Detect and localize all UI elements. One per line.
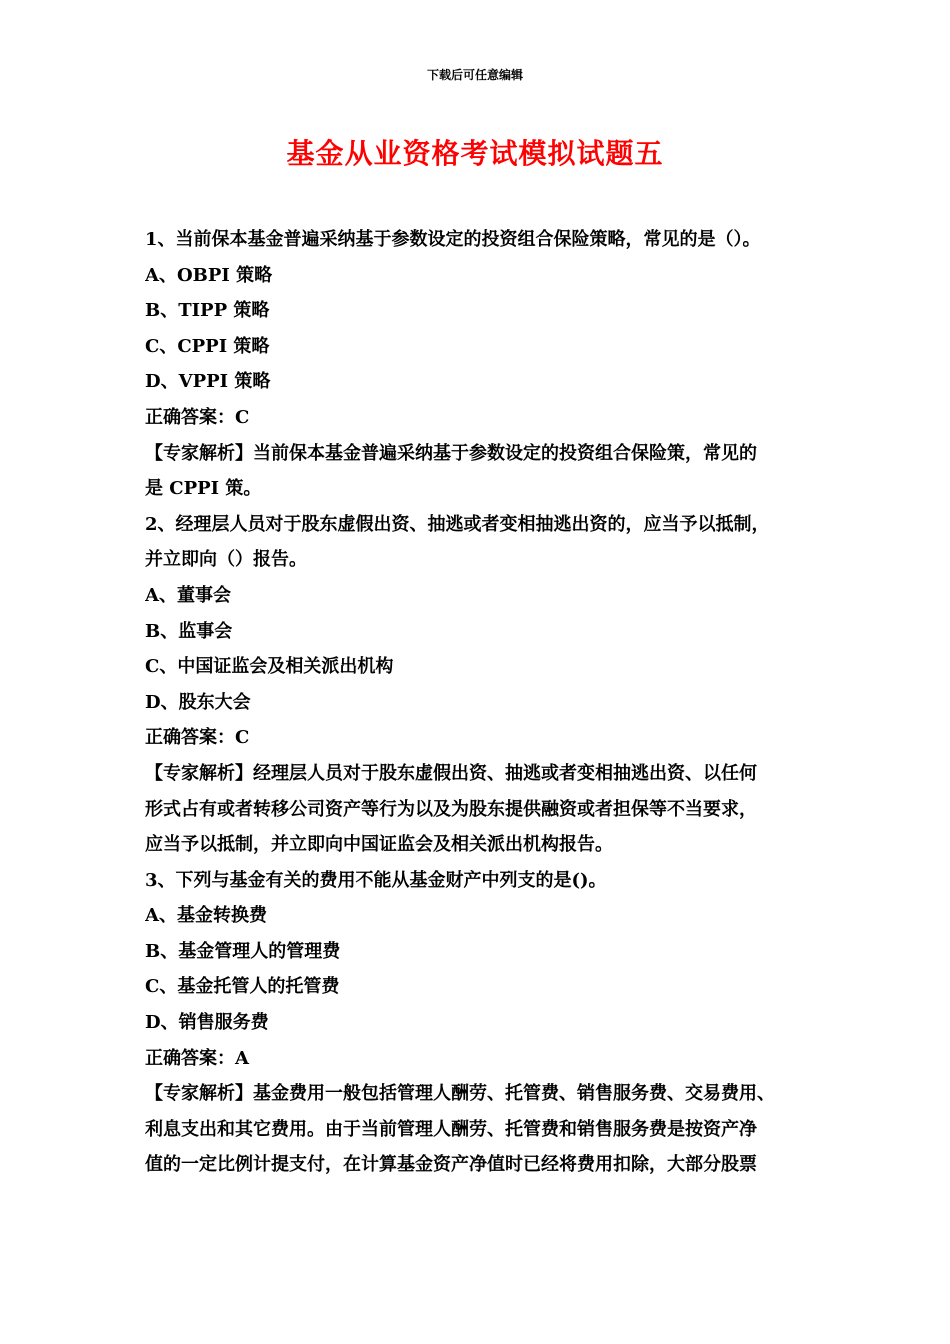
question-3-option-a: A、基金转换费 [145, 905, 267, 927]
question-2-option-a: A、董事会 [145, 584, 231, 606]
question-2-analysis-line-1: 【专家解析】经理层人员对于股东虚假出资、抽逃或者变相抽逃出资、以任何 [145, 762, 757, 784]
question-2-answer: 正确答案：C [145, 727, 250, 749]
document-body [145, 222, 815, 1183]
question-3-analysis-line-3: 值的一定比例计提支付，在计算基金资产净值时已经将费用扣除，大部分股票 [145, 1154, 757, 1176]
question-2-option-c: C、中国证监会及相关派出机构 [145, 656, 394, 678]
question-1-answer: 正确答案：C [145, 406, 250, 428]
question-3-answer: 正确答案：A [145, 1047, 249, 1069]
question-1-option-a: A、OBPI 策略 [145, 264, 273, 286]
question-3-stem: 3、下列与基金有关的费用不能从基金财产中列支的是()。 [145, 869, 607, 891]
question-2-option-b: B、监事会 [145, 620, 233, 642]
header-note: 下载后可任意编辑 [426, 68, 523, 82]
question-1-analysis-line-1: 【专家解析】当前保本基金普遍采纳基于参数设定的投资组合保险策，常见的 [145, 442, 757, 464]
question-1-option-c: C、CPPI 策略 [145, 335, 270, 357]
question-2-stem-line-2: 并立即向（）报告。 [145, 549, 307, 571]
question-1-option-d: D、VPPI 策略 [145, 371, 271, 393]
question-1-option-b: B、TIPP 策略 [145, 300, 270, 322]
question-2-option-d: D、股东大会 [145, 691, 251, 713]
question-3-option-d: D、销售服务费 [145, 1012, 269, 1034]
document-title: 基金从业资格考试模拟试题五 [286, 137, 664, 170]
question-2-stem-line-1: 2、经理层人员对于股东虚假出资、抽逃或者变相抽逃出资的，应当予以抵制， [145, 513, 770, 535]
question-3-option-c: C、基金托管人的托管费 [145, 976, 340, 998]
question-3-analysis-line-2: 利息支出和其它费用。由于当前管理人酬劳、托管费和销售服务费是按资产净 [145, 1118, 757, 1140]
question-1-stem: 1、当前保本基金普遍采纳基于参数设定的投资组合保险策略，常见的是（）。 [145, 229, 761, 250]
question-3-option-b: B、基金管理人的管理费 [145, 940, 341, 962]
question-3-analysis-line-1: 【专家解析】基金费用一般包括管理人酬劳、托管费、销售服务费、交易费用、 [145, 1083, 775, 1105]
question-2-analysis-line-3: 应当予以抵制，并立即向中国证监会及相关派出机构报告。 [145, 834, 613, 856]
question-2-analysis-line-2: 形式占有或者转移公司资产等行为以及为股东提供融资或者担保等不当要求， [145, 798, 757, 820]
question-1-analysis-line-2: 是 CPPI 策。 [145, 478, 262, 500]
